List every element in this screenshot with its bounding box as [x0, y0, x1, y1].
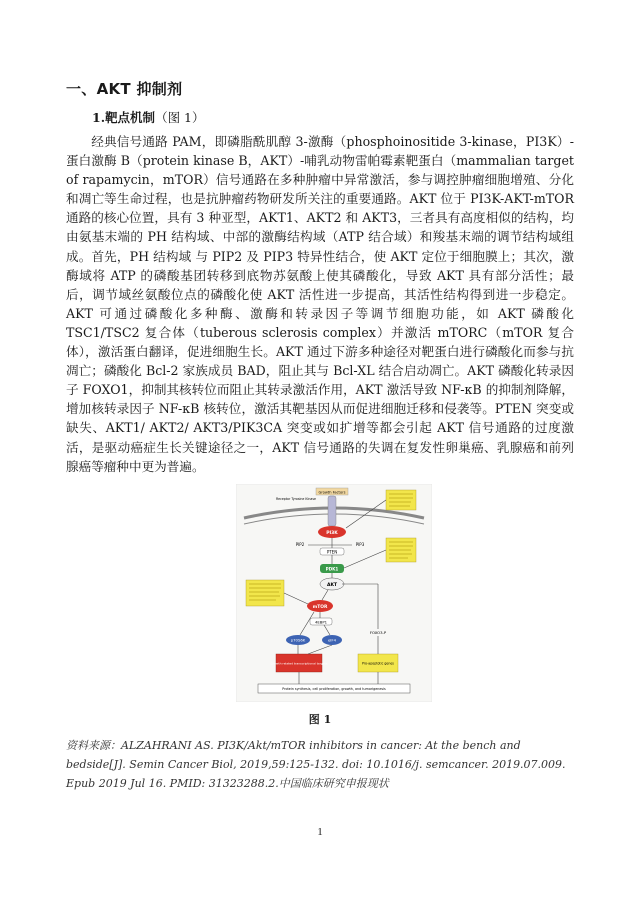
outcome-label: Protein synthesis, cell proliferation, growth, and tumorigenesis	[282, 687, 386, 691]
subheading	[92, 108, 205, 126]
growth-factors-label: Growth Factors	[318, 490, 346, 495]
receptor-icon	[328, 496, 336, 526]
pathway-diagram	[236, 484, 432, 702]
page-number: 1	[317, 826, 323, 838]
body-paragraph: 经典信号通路 PAM，即磷脂酰肌醇 3-激酶（phosphoinositide 3-kinase，PI3K）-蛋白激酶 B（protein kinase B，AKT）-哺乳动物雷帕霉素靶蛋白（mammalian target of rapamycin，mTOR）信号通路在多种肿瘤中异常激活，参与调控肿瘤细胞增殖、分化和凋亡等生命过程，也是抗肿瘤药物研发所关注的重要通路。AKT 位于 PI3K-AKT-mTOR 通路的核心位置，具有 3 种亚型，AKT1、AKT2 和 AKT3，三者具有高度相似的结构，均由氨基末端的 PH 结构域、中部的激酶结构域（ATP 结合域）和羧基末端的调节结构域组成。首先，PH 结构域 与 PIP2 及 PIP3 特异性结合，使 AKT 定位于细胞膜上；其次，激酶域将 ATP 的磷酸基团转移到底物苏氨酸上使其磷酸化，导致 AKT 具有部分活性；最后，调节域丝氨酸位点的磷酸化使 AKT 活性进一步提高，其活性结构得到进一步稳定。AKT 可通过磷酸化多种酶、激酶和转录因子等调节细胞功能，如 AKT 磷酸化 TSC1/TSC2 复合体（tuberous sclerosis complex）并激活 mTORC（mTOR 复合体），激活蛋白翻译，促进细胞生长。AKT 通过下游多种途径对靶蛋白进行磷酸化而参与抗凋亡；磷酸化 Bcl-2 家族成员 BAD，阻止其与 Bcl-XL 结合启动凋亡。AKT 磷酸化转录因子 FOXO1，抑制其核转位而阻止其转录激活作用，AKT 激活导致 NF-κB 的抑制剂降解，增加核转录因子 NF-κB 核转位，激活其靶基因从而促进细胞迁移和侵袭等。PTEN 突变或缺失、AKT1/ AKT2/ AKT3/PIK3CA 突变或如扩增等都会引起 AKT 信号通路的过度激活，是驱动癌症生长关键途径之一，AKT 信号通路的失调在复发性卵巢癌、乳腺癌和前列腺癌等瘤种中更为普遍。	[66, 134, 574, 474]
right-target-label: Pro-apoptotic genes	[362, 661, 394, 666]
receptor-label: Receptor Tyrosine Kinase	[276, 497, 316, 501]
pip3-label: PIP3	[355, 542, 365, 547]
subheading-label: 1.靶点机制	[92, 110, 156, 125]
rbp1-label: 4EBP1	[314, 619, 328, 625]
eif4-label: eIF4	[327, 637, 337, 643]
subheading-ref: （图 1）	[155, 110, 205, 125]
figure-caption: 图 1	[308, 713, 332, 726]
pip2-label: PIP2	[295, 542, 305, 547]
pten-label: PTEN	[326, 549, 338, 555]
inhibitor-box-top	[386, 490, 416, 510]
pi3k-label: PI3K	[326, 530, 338, 536]
pdk1-label: PDK1	[325, 566, 339, 572]
foxo-label: FOXO3-P	[369, 630, 387, 635]
mtor-label: mTOR	[312, 604, 328, 610]
p70s6k-label: p70S6K	[290, 637, 306, 643]
section-heading: 一、AKT 抑制剂	[66, 80, 183, 98]
source-note: 资料来源：ALZAHRANI AS. PI3K/Akt/mTOR inhibitors in cancer: At the bench and bedside[J]. Semin Cancer Biol, 2019,59:125-132. doi: 10.1016/j. semcancer. 2019.07.009. Epub 2019 Jul 16. PMID: 31323288.2.中国临床研究申报现状	[66, 739, 566, 790]
akt-label: AKT	[326, 582, 338, 588]
pathway-figure	[236, 484, 432, 702]
left-target-label: Growth related transcriptional targets	[270, 661, 328, 666]
